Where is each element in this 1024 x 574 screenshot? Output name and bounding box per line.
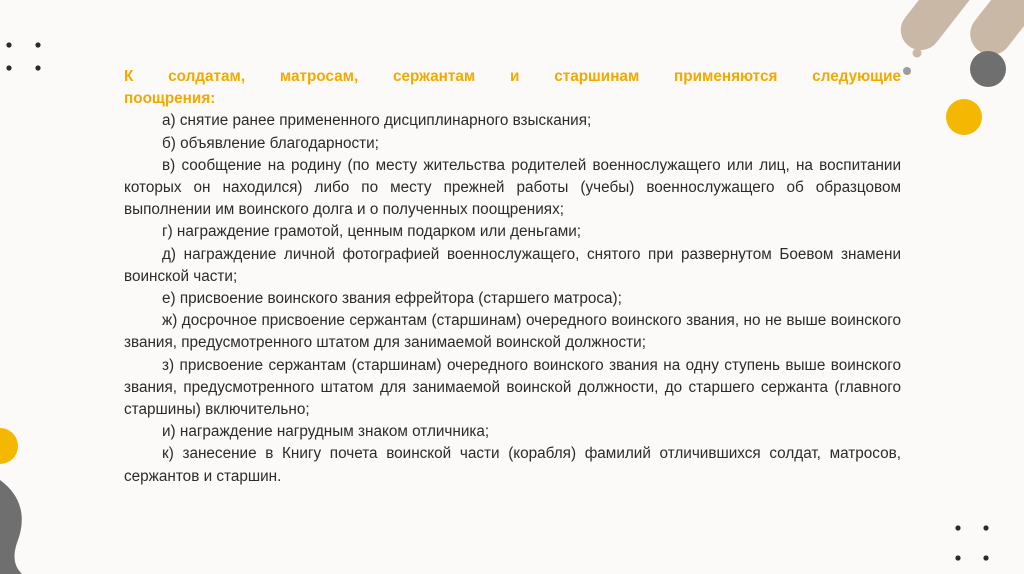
list-item-k: к) занесение в Книгу почета воинской части (корабля) фамилий отличившихся солдат, матросов, сержантов и старшин.: [124, 445, 901, 485]
document-heading: [124, 66, 901, 110]
heading-line-1: К солдатам, матросам, сержантам и старшинам применяются следующие: [124, 68, 901, 85]
small-beige-dot-icon: [913, 49, 922, 58]
yellow-half-circle-left-icon: [0, 428, 18, 464]
dots-grid-top-left-icon: [6, 42, 40, 70]
small-gray-dot-icon: [903, 67, 911, 75]
list-item-g: г) награждение грамотой, ценным подарком или деньгами;: [162, 223, 582, 241]
yellow-circle-icon: [946, 99, 982, 135]
list-item-d: д) награждение личной фотографией военнослужащего, снятого при развернутом Боевом знамени воинской части;: [124, 245, 901, 285]
list-item-z: з) присвоение сержантам (старшинам) очередного воинского звания на одну ступень выше воинского звания, предусмотренного штатом для занимаемой воинской должности, до старшего сержанта (главного старшины) включительно;: [124, 356, 901, 419]
list-item-v: в) сообщение на родину (по месту жительства родителей военнослужащего или лиц, на воспитании которых он находился) либо по месту прежней работы (учебы) военнослужащего об образцовом выполнении им воинского долга и о полученных поощрениях;: [124, 156, 901, 219]
gray-circle-icon: [970, 51, 1006, 87]
list-item-a: а) снятие ранее примененного дисциплинарного взыскания;: [162, 112, 592, 130]
heading-line-2: поощрения:: [124, 90, 216, 108]
list-item-e: е) присвоение воинского звания ефрейтора (старшего матроса);: [162, 290, 622, 308]
dots-grid-bottom-right-icon: [955, 525, 988, 560]
list-item-i: и) награждение нагрудным знаком отличника;: [162, 423, 490, 441]
beige-pill-shapes-icon: [893, 0, 1024, 63]
list-item-b: б) объявление благодарности;: [162, 134, 379, 152]
list-item-zh: ж) досрочное присвоение сержантам (старшинам) очередного воинского звания, но не выше воинского звания, предусмотренного штатом для занимаемой воинской должности;: [124, 312, 901, 352]
gray-wave-left-icon: [0, 480, 22, 574]
document-text: [124, 66, 901, 488]
